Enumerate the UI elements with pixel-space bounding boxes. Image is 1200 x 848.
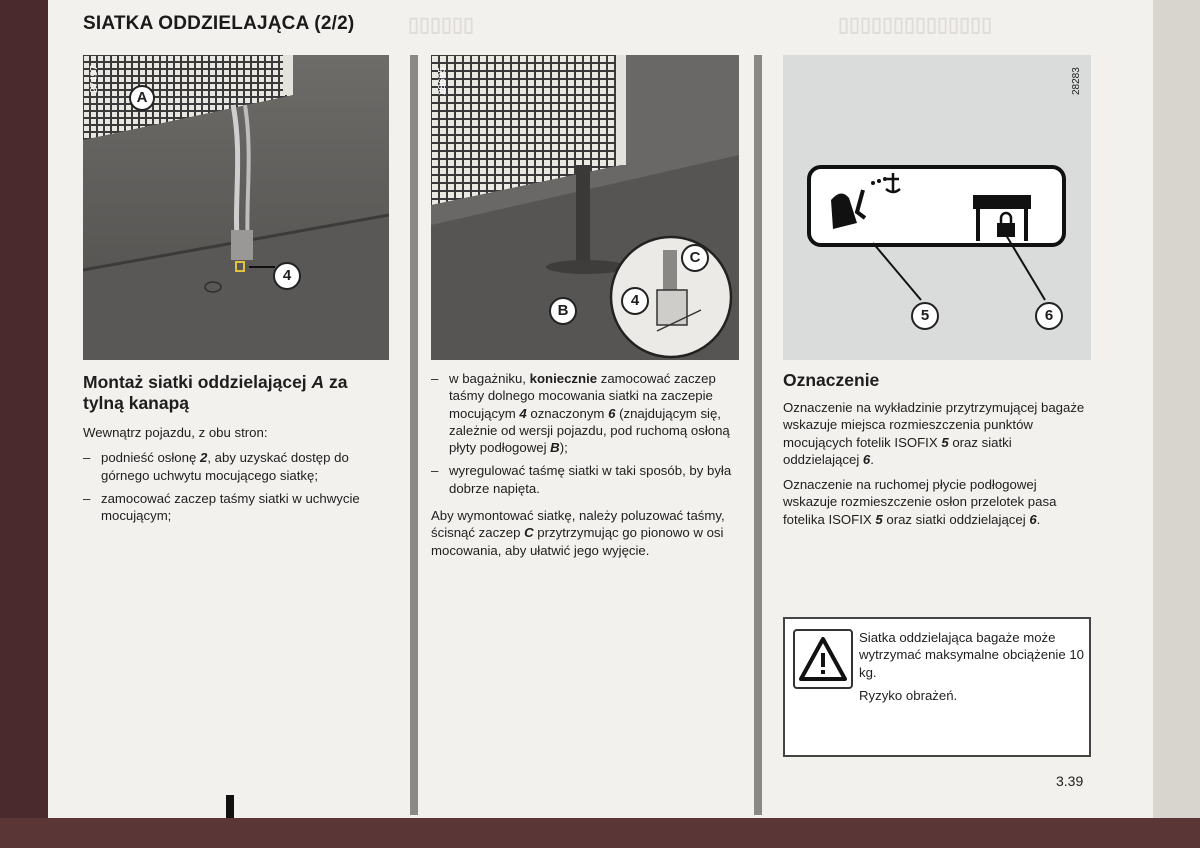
figure-label-4: 4	[273, 262, 301, 290]
bleed-through-text: ▯▯▯▯▯▯	[408, 14, 475, 36]
warning-icon	[793, 629, 853, 689]
list-item: – wyregulować taśmę siatki w taki sposób, by była dobrze napięta.	[431, 463, 732, 496]
callout-line	[249, 266, 275, 268]
manual-page	[48, 0, 1153, 818]
warning-text: Siatka oddzielająca bagaże może wytrzymać maksymalne obciążenie 10 kg.	[859, 630, 1085, 680]
warning-box	[783, 617, 1091, 757]
page-number: 3.39	[1056, 773, 1084, 789]
paragraph: Oznaczenie na wykładzinie przytrzymującej bagaże wskazuje miejsca rozmieszczenia punktów mocujących fotelik ISOFIX 5 oraz siatki oddzielającej 6.	[783, 400, 1085, 467]
print-mark	[226, 795, 234, 818]
figure-net-lower-mount	[431, 55, 739, 360]
photo-illustration	[431, 55, 739, 360]
figure-label-b: B	[549, 297, 577, 325]
removal-paragraph: Aby wymontować siatkę, należy poluzować taśmy, ścisnąć zaczep C przytrzymując go pionowo w osi mocowania, aby ułatwić jego wyjęcie.	[431, 508, 725, 558]
column-divider	[410, 55, 418, 815]
figure-label-c: C	[681, 244, 709, 272]
list-item: – podnieść osłonę 2, aby uzyskać dostęp do górnego uchwytu mocującego siatkę;	[83, 450, 349, 483]
figure-isofix-marking	[783, 55, 1091, 360]
warning-risk: Ryzyko obrażeń.	[859, 687, 958, 703]
intro-text: Wewnątrz pojazdu, z obu stron:	[83, 425, 268, 440]
section-heading: Montaż siatki oddzielającej A za tylną kanapą	[83, 372, 348, 413]
column-2	[431, 370, 741, 567]
bleed-through-text: ▯▯▯▯▯▯▯▯▯▯▯▯▯▯	[838, 14, 993, 36]
background-surface	[0, 818, 1200, 848]
figure-label-a: A	[129, 85, 155, 111]
column-3	[783, 370, 1091, 536]
paragraph: Oznaczenie na ruchomej płycie podłogowej wskazuje rozmieszczenie osłon przelotek pasa fotelika ISOFIX 5 oraz siatki oddzielającej 6.	[783, 477, 1057, 527]
book-edge	[1153, 0, 1200, 818]
figure-label-6: 6	[1035, 302, 1063, 330]
figure-label-4: 4	[621, 287, 649, 315]
figure-net-upper-mount	[83, 55, 389, 360]
section-heading: Oznaczenie	[783, 370, 880, 390]
column-1	[83, 372, 391, 530]
list-item: – w bagażniku, koniecznie zamocować zaczep taśmy dolnego mocowania siatki na zaczepie mocującym 4 oznaczonym 6 (znajdującym się, zależnie od wersji pojazdu, pod ruchomą osłoną płyty podłogowej B);	[431, 371, 730, 456]
figure-label-5: 5	[911, 302, 939, 330]
figure-ref-number: 28695	[437, 67, 448, 95]
figure-ref-number: 28283	[1071, 67, 1082, 95]
page-title: SIATKA ODDZIELAJĄCA (2/2)	[83, 13, 355, 34]
column-divider	[754, 55, 762, 815]
list-item: – zamocować zaczep taśmy siatki w uchwycie mocującym;	[83, 490, 360, 524]
figure-ref-number: 27497	[89, 65, 100, 93]
